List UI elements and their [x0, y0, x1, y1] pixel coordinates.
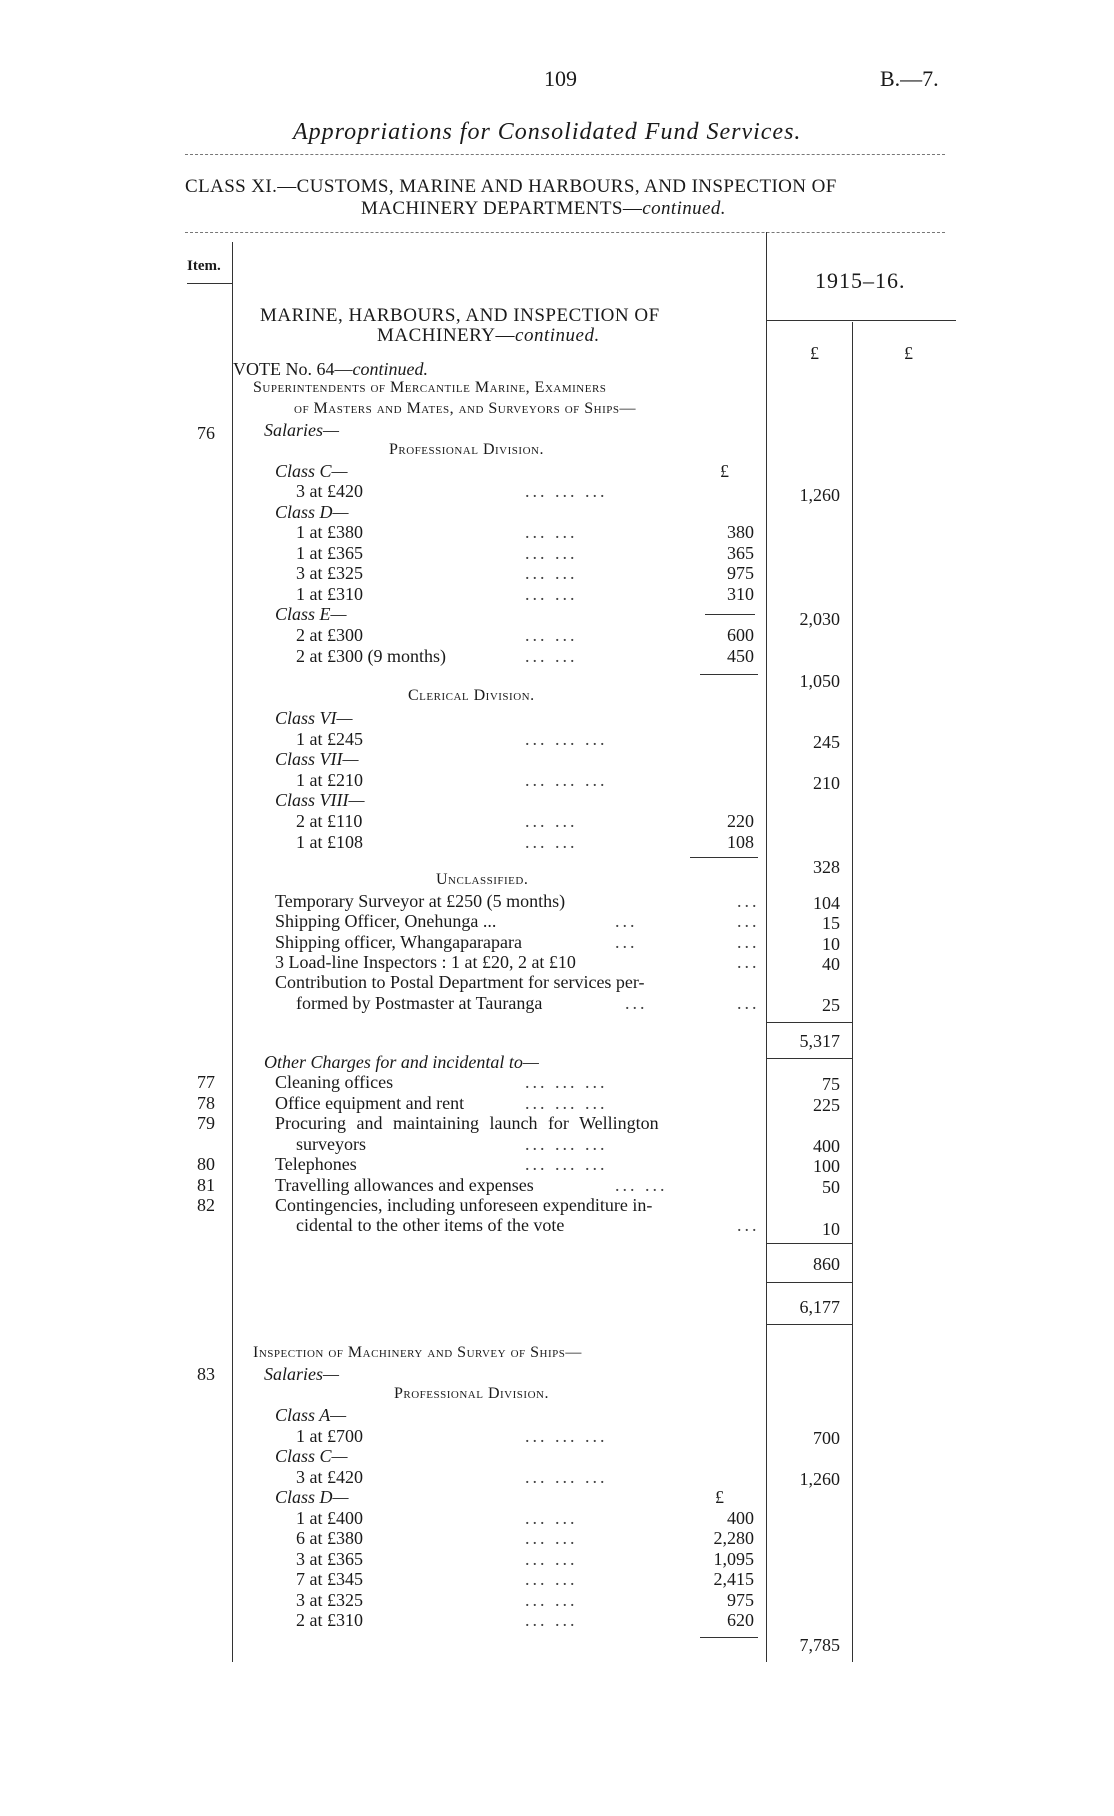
leader-dots: ... ... ... [525, 729, 608, 749]
row-amount: 1,095 [713, 1549, 754, 1569]
row-amount: 220 [727, 811, 754, 831]
row-total: 1,260 [799, 1469, 840, 1489]
leader-dots: ... ... [525, 1610, 578, 1630]
class-d-total: 7,785 [799, 1635, 840, 1655]
class-title-line-1: CLASS XI.—CUSTOMS, MARINE AND HARBOURS, AND INSPECTION OF [185, 176, 837, 197]
leader-dots: ... ... [525, 625, 578, 645]
charge-label: Cleaning offices [275, 1072, 394, 1092]
page-number: 109 [544, 66, 577, 91]
row-label: Shipping officer, Whangaparapara [275, 932, 523, 952]
superintendents-line-2: of Masters and Mates, and Surveyors of Ships— [294, 400, 637, 417]
row-label: 3 Load-line Inspectors : 1 at £20, 2 at £10 [275, 952, 576, 972]
professional-division-heading: Professional Division. [389, 441, 544, 458]
charge-amount: 50 [822, 1177, 840, 1197]
section-title-line-1: MARINE, HARBOURS, AND INSPECTION OF [260, 305, 660, 326]
pound-heading-1: £ [810, 343, 819, 363]
row-total: 25 [822, 995, 840, 1015]
leader-dots: ... [737, 993, 760, 1013]
class-d-total: 2,030 [799, 609, 840, 629]
class-e-total: 1,050 [799, 671, 840, 691]
subtotal-rule [690, 857, 758, 858]
other-charges-total: 860 [813, 1254, 840, 1274]
row-label: 2 at £300 [296, 625, 363, 645]
row-total: 1,260 [799, 485, 840, 505]
leader-dots: ... ... ... [525, 1134, 608, 1154]
row-amount: 380 [727, 522, 754, 542]
item-column-heading: Item. [187, 258, 221, 274]
year-header-rule [766, 320, 956, 321]
class-title-continued: continued. [642, 198, 726, 219]
leader-dots: ... ... [525, 1528, 578, 1548]
row-label: 3 at £325 [296, 563, 363, 583]
unclassified-heading: Unclassified. [436, 871, 529, 888]
row-label: 1 at £365 [296, 543, 363, 563]
item-number: 78 [197, 1093, 215, 1113]
row-label: Temporary Surveyor at £250 (5 months) [275, 891, 566, 911]
row-total: 40 [822, 954, 840, 974]
leader-dots: ... ... [525, 811, 578, 831]
professional-division-heading: Professional Division. [394, 1385, 549, 1402]
leader-dots: ... ... ... [525, 1154, 608, 1174]
item-number: 82 [197, 1195, 215, 1215]
class-title-line-2-text: MACHINERY DEPARTMENTS— [361, 198, 643, 219]
text-column-rule [766, 232, 767, 1662]
salaries-heading: Salaries— [264, 1364, 340, 1384]
row-amount: 600 [727, 625, 754, 645]
leader-dots: ... ... ... [525, 1426, 608, 1446]
item-number: 77 [197, 1072, 215, 1092]
charge-amount: 100 [813, 1156, 840, 1176]
charge-amount: 75 [822, 1074, 840, 1094]
row-label: 2 at £110 [296, 811, 363, 831]
row-label: 1 at £245 [296, 729, 363, 749]
running-title: Appropriations for Consolidated Fund Services. [293, 119, 802, 145]
row-amount: 2,280 [713, 1528, 754, 1548]
charge-amount: 10 [822, 1219, 840, 1239]
row-label: 3 at £325 [296, 1590, 363, 1610]
row-label: Contribution to Postal Department for services per- [275, 972, 645, 992]
vote-number: VOTE No. 64— [233, 359, 353, 379]
leader-dots: ... ... [525, 563, 578, 583]
charge-label: Contingencies, including unforeseen expenditure in- [275, 1195, 653, 1215]
row-label: 3 at £420 [296, 481, 363, 501]
salaries-heading: Salaries— [264, 420, 340, 440]
class-a-heading: Class A— [275, 1405, 347, 1425]
section-title-continued: continued. [515, 325, 600, 346]
row-total: 700 [813, 1428, 840, 1448]
leader-dots: ... ... [525, 1549, 578, 1569]
class-title-line-2 [361, 199, 726, 218]
leader-dots: ... ... [525, 1508, 578, 1528]
leader-dots: ... [615, 932, 638, 952]
leader-dots: ... ... [615, 1175, 668, 1195]
row-total: 210 [813, 773, 840, 793]
row-label: 1 at £380 [296, 522, 363, 542]
row-amount: 975 [727, 1590, 754, 1610]
clerical-division-heading: Clerical Division. [408, 687, 535, 704]
row-label: 1 at £310 [296, 584, 363, 604]
leader-dots: ... [737, 1215, 760, 1235]
item-number: 81 [197, 1175, 215, 1195]
pound-column-mark: £ [720, 461, 729, 481]
class-vi-heading: Class VI— [275, 708, 353, 728]
section-title-line-2 [377, 326, 600, 345]
item-number: 83 [197, 1364, 215, 1384]
leader-dots: ... ... [525, 522, 578, 542]
total-rule [766, 1243, 852, 1244]
year-heading: 1915–16. [815, 268, 906, 293]
vote-heading [233, 360, 428, 378]
row-label: 1 at £210 [296, 770, 363, 790]
charge-label: Telephones [275, 1154, 357, 1174]
item-column-rule [232, 242, 233, 1662]
superintendents-line-1: Superintendents of Mercantile Marine, Examiners [253, 379, 607, 396]
class-vii-heading: Class VII— [275, 749, 359, 769]
row-amount: 450 [727, 646, 754, 666]
pound-heading-2: £ [904, 343, 913, 363]
leader-dots: ... ... [525, 1590, 578, 1610]
leader-dots: ... [737, 932, 760, 952]
class-viii-total: 328 [813, 857, 840, 877]
row-label: 1 at £108 [296, 832, 363, 852]
row-total: 245 [813, 732, 840, 752]
row-amount: 975 [727, 563, 754, 583]
class-viii-heading: Class VIII— [275, 790, 365, 810]
row-label: 3 at £420 [296, 1467, 363, 1487]
leader-dots: ... ... [525, 1569, 578, 1589]
leader-dots: ... ... [525, 646, 578, 666]
row-label: 6 at £380 [296, 1528, 363, 1548]
charge-label: Office equipment and rent [275, 1093, 465, 1113]
row-label-continued: formed by Postmaster at Tauranga [296, 993, 543, 1013]
row-label: 1 at £700 [296, 1426, 363, 1446]
leader-dots: ... [615, 911, 638, 931]
class-d-heading: Class D— [275, 502, 349, 522]
leader-dots: ... ... ... [525, 1467, 608, 1487]
class-c-heading: Class C— [275, 1446, 348, 1466]
total-rule [766, 1282, 852, 1283]
row-label: 7 at £345 [296, 1569, 363, 1589]
item-number: 79 [197, 1113, 215, 1133]
subtotal-rule [700, 674, 758, 675]
subtotal-rule [705, 614, 755, 615]
row-total: 104 [813, 893, 840, 913]
section-title-line-2-text: MACHINERY— [377, 325, 516, 346]
item-number: 80 [197, 1154, 215, 1174]
charge-label: Procuring and maintaining launch for Wellington [275, 1113, 659, 1133]
pound-column-mark: £ [715, 1487, 724, 1507]
page-ref: B.—7. [880, 66, 939, 91]
header-rule [185, 154, 945, 155]
row-amount: 310 [727, 584, 754, 604]
row-label: Shipping Officer, Onehunga ... [275, 911, 497, 931]
row-label: 1 at £400 [296, 1508, 363, 1528]
leader-dots: ... [737, 911, 760, 931]
row-amount: 2,415 [713, 1569, 754, 1589]
charge-label: Travelling allowances and expenses [275, 1175, 534, 1195]
row-total: 10 [822, 934, 840, 954]
leader-dots: ... ... ... [525, 1072, 608, 1092]
charge-amount: 225 [813, 1095, 840, 1115]
item-header-rule [187, 283, 232, 284]
inspection-heading: Inspection of Machinery and Survey of Ships— [253, 1344, 582, 1361]
charge-label-continued: surveyors [296, 1134, 366, 1154]
vote-grand-total: 6,177 [799, 1297, 840, 1317]
leader-dots: ... [625, 993, 648, 1013]
salaries-total: 5,317 [799, 1031, 840, 1051]
leader-dots: ... ... ... [525, 481, 608, 501]
total-rule [766, 1324, 852, 1325]
other-charges-heading: Other Charges for and incidental to— [264, 1052, 539, 1072]
row-amount: 108 [727, 832, 754, 852]
leader-dots: ... ... [525, 543, 578, 563]
row-amount: 620 [727, 1610, 754, 1630]
amount-column-rule [852, 322, 853, 1662]
class-e-heading: Class E— [275, 604, 347, 624]
row-label: 2 at £300 (9 months) [296, 646, 446, 666]
charge-amount: 400 [813, 1136, 840, 1156]
total-rule [766, 1058, 852, 1059]
row-label: 2 at £310 [296, 1610, 363, 1630]
leader-dots: ... ... ... [525, 1093, 608, 1113]
vote-continued: continued. [352, 359, 428, 379]
row-amount: 400 [727, 1508, 754, 1528]
row-label: 3 at £365 [296, 1549, 363, 1569]
class-d-heading: Class D— [275, 1487, 349, 1507]
item-number: 76 [197, 423, 215, 443]
subtotal-rule [700, 1637, 758, 1638]
leader-dots: ... ... [525, 584, 578, 604]
leader-dots: ... [737, 952, 760, 972]
leader-dots: ... ... [525, 832, 578, 852]
class-c-heading: Class C— [275, 461, 348, 481]
leader-dots: ... [737, 891, 760, 911]
charge-label-continued: cidental to the other items of the vote [296, 1215, 565, 1235]
row-total: 15 [822, 913, 840, 933]
leader-dots: ... ... ... [525, 770, 608, 790]
row-amount: 365 [727, 543, 754, 563]
class-title-rule [185, 232, 945, 233]
total-rule [766, 1022, 852, 1023]
